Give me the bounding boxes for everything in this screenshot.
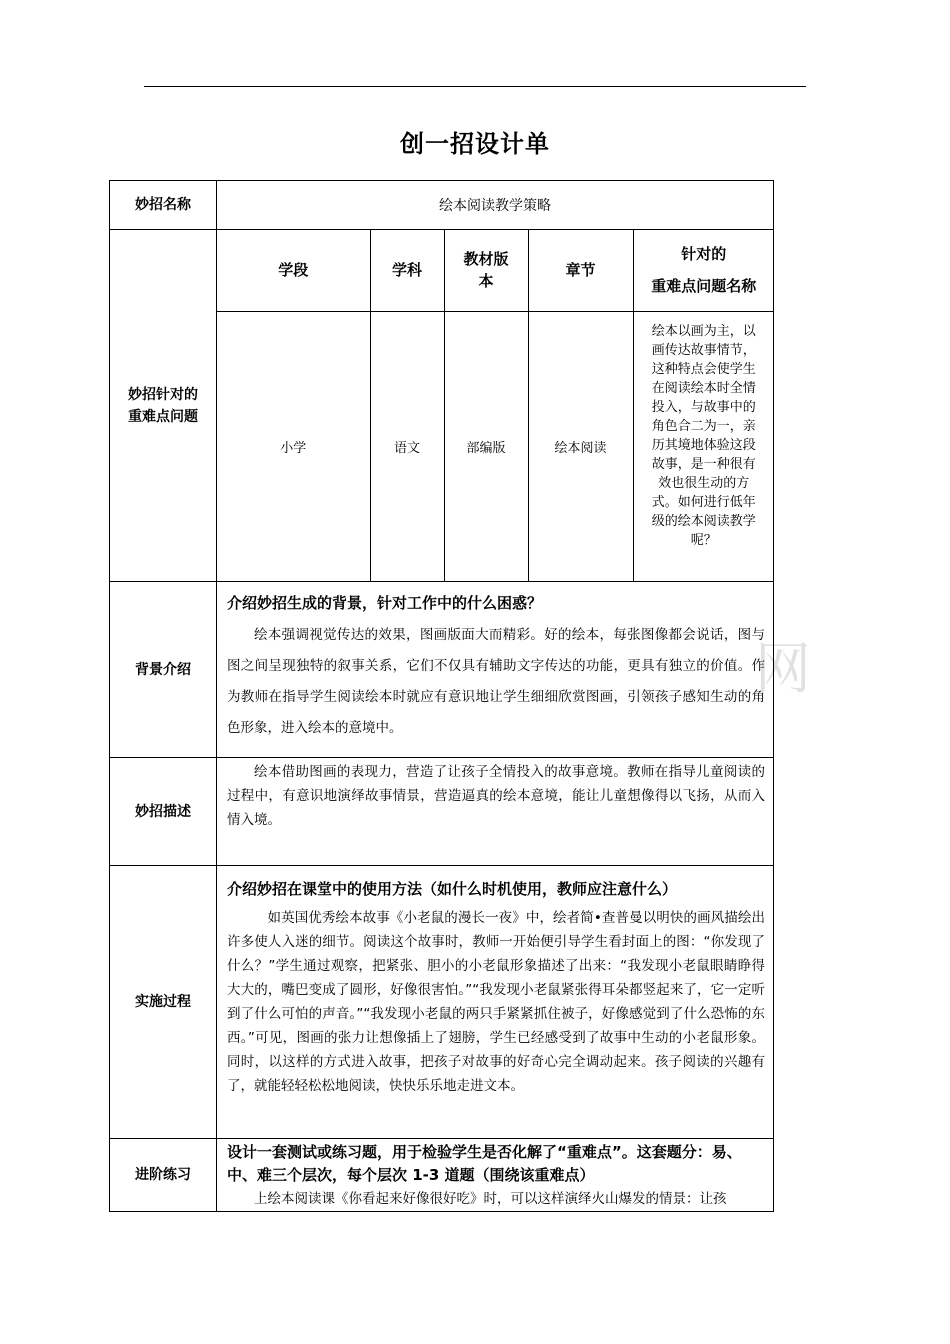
focus-header-row xyxy=(217,230,774,311)
header-focus-line1: 针对的 xyxy=(681,245,727,264)
header-stage: 学段 xyxy=(217,230,370,311)
background-content xyxy=(217,582,774,758)
header-subject: 学科 xyxy=(370,230,444,311)
focus-problem-grid-cell xyxy=(217,230,774,582)
name-label: 妙招名称 xyxy=(110,181,217,230)
focus-line: 式。如何进行低年 xyxy=(651,494,756,510)
description-text: 绘本借助图画的表现力，营造了让孩子全情投入的故事意境。教师在指导儿童阅读的过程中，有意识地演绎故事情景，营造逼真的绘本意境，能让儿童想像得以飞扬，从而入情入境。 xyxy=(227,764,765,828)
header-chapter: 章节 xyxy=(528,230,633,311)
focus-problem-label-line2: 重难点问题 xyxy=(128,408,198,425)
focus-problem-label-line1: 妙招针对的 xyxy=(128,386,198,403)
value-chapter: 绘本阅读 xyxy=(528,311,633,581)
row-advanced-practice xyxy=(110,1139,774,1212)
background-text: 绘本强调视觉传达的效果，图画版面大而精彩。好的绘本，每张图像都会说话，图与图之间呈现独特的叙事关系，它们不仅具有辅助文字传达的功能，更具有独立的价值。作为教师在指导学生阅读绘本时就应有意识地让学生细细欣赏图画，引领孩子感知生动的角色形象，进入绘本的意境中。 xyxy=(227,627,765,736)
value-edition: 部编版 xyxy=(444,311,528,581)
focus-line: 呢？ xyxy=(690,532,717,548)
description-label: 妙招描述 xyxy=(110,758,217,866)
focus-line: 效也很生动的方 xyxy=(658,475,750,491)
value-stage: 小学 xyxy=(217,311,370,581)
implementation-prompt: 介绍妙招在课堂中的使用方法（如什么时机使用，教师应注意什么） xyxy=(227,880,678,898)
background-label: 背景介绍 xyxy=(110,582,217,758)
value-subject: 语文 xyxy=(370,311,444,581)
row-focus-problem xyxy=(110,230,774,582)
focus-line: 绘本以画为主，以 xyxy=(651,323,756,339)
focus-line: 画传达故事情节， xyxy=(651,342,756,358)
advanced-practice-text: 上绘本阅读课《你看起来好像很好吃》时，可以这样演绎火山爆发的情景：让孩 xyxy=(254,1191,727,1207)
focus-line: 在阅读绘本时全情 xyxy=(651,380,756,396)
watermark: 网 xyxy=(755,637,811,702)
focus-problem-grid xyxy=(217,230,774,581)
header-edition-line1: 教材版 xyxy=(463,250,509,269)
row-background xyxy=(110,582,774,758)
row-implementation xyxy=(110,866,774,1139)
advanced-practice-label: 进阶练习 xyxy=(110,1139,217,1212)
focus-line: 级的绘本阅读教学 xyxy=(651,513,756,529)
row-name xyxy=(110,181,774,230)
header-focus-line2: 重难点问题名称 xyxy=(651,277,757,296)
background-prompt: 介绍妙招生成的背景，针对工作中的什么困惑？ xyxy=(227,594,543,612)
focus-value-row xyxy=(217,311,774,581)
advanced-practice-prompt: 设计一套测试或练习题，用于检验学生是否化解了“重难点”。这套题分：易、中、难三个层次，每个层次 1-3 道题（围绕该重难点） xyxy=(227,1143,742,1184)
focus-line: 角色合二为一，亲 xyxy=(651,418,756,434)
focus-line: 投入，与故事中的 xyxy=(651,399,756,415)
implementation-label: 实施过程 xyxy=(110,866,217,1139)
focus-line: 历其境地体验这段 xyxy=(651,437,756,453)
document-title: 创一招设计单 xyxy=(400,130,550,158)
implementation-text: 如英国优秀绘本故事《小老鼠的漫长一夜》中，绘者简•查普曼以明快的画风描绘出许多使人入迷的细节。阅读这个故事时，教师一开始便引导学生看封面上的图：“你发现了什么？”学生通过观察，把紧张、胆小的小老鼠形象描述了出来：“我发现小老鼠眼睛睁得大大的，嘴巴变成了圆形，好像很害怕。”“我发现小老鼠紧张得耳朵都竖起来了，它一定听到了什么可怕的声音。”“我发现小老鼠的两只手紧紧抓住被子，好像感觉到了什么恐怖的东西。”可见，图画的张力让想像插上了翅膀，学生已经感受到了故事中生动的小老鼠形象。同时，以这样的方式进入故事，把孩子对故事的好奇心完全调动起来。孩子阅读的兴趣有了，就能轻轻松松地阅读，快快乐乐地走进文本。 xyxy=(227,910,765,1094)
focus-line: 这种特点会使学生 xyxy=(651,361,756,377)
header-focus xyxy=(633,230,774,311)
header-edition-line2: 本 xyxy=(478,272,494,291)
header-edition xyxy=(444,230,528,311)
advanced-practice-content xyxy=(217,1139,774,1212)
focus-problem-label xyxy=(110,230,217,582)
header-rule xyxy=(144,86,806,87)
row-description xyxy=(110,758,774,866)
description-content xyxy=(217,758,774,866)
value-focus-problem xyxy=(633,311,774,581)
design-form-table xyxy=(109,180,774,1212)
implementation-content xyxy=(217,866,774,1139)
focus-line: 故事，是一种很有 xyxy=(651,456,756,472)
name-value: 绘本阅读教学策略 xyxy=(217,181,774,230)
